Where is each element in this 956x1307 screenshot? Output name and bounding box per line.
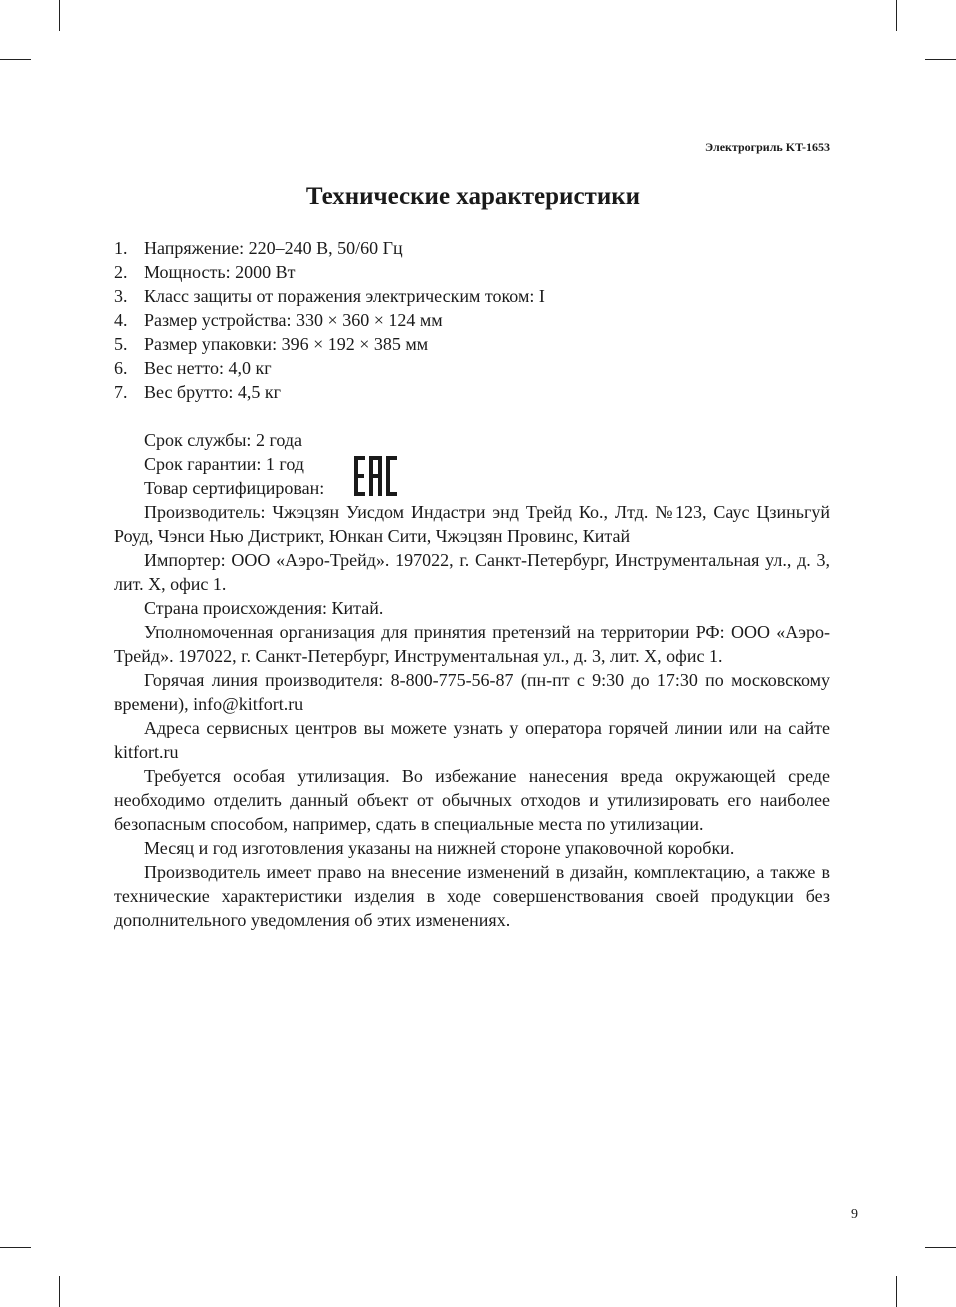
list-item xyxy=(114,308,545,332)
list-number: 5. xyxy=(114,334,128,354)
crop-mark xyxy=(0,59,31,60)
manufacturer: Производитель: Чжэцзян Уисдом Индастри энд Трейд Ко., Лтд. №123, Саус Цзиньгуй Роуд, Чэнси Нью Дистрикт, Юнкан Сити, Чжэцзян Провинс, Китай xyxy=(114,502,830,546)
changes-notice: Производитель имеет право на внесение изменений в дизайн, комплектацию, а также в технические характеристики изделия в ходе совершенствования своей продукции без дополнительного уведомления об этих изменениях. xyxy=(114,862,830,930)
list-text: Вес нетто: 4,0 кг xyxy=(144,358,272,378)
list-number: 3. xyxy=(114,286,128,306)
list-text: Мощность: 2000 Вт xyxy=(144,262,296,282)
crop-mark xyxy=(896,1276,897,1307)
list-item xyxy=(114,356,545,380)
crop-mark xyxy=(925,1247,956,1248)
certification-block xyxy=(114,428,830,500)
page-title: Технические характеристики xyxy=(305,183,641,210)
hotline: Горячая линия производителя: 8-800-775-56-87 (пн-пт с 9:30 до 17:30 по московскому времени), info@kitfort.ru xyxy=(114,670,830,714)
list-text: Напряжение: 220–240 В, 50/60 Гц xyxy=(144,238,403,258)
list-text: Размер устройства: 330 × 360 × 124 мм xyxy=(144,310,443,330)
list-text: Размер упаковки: 396 × 192 × 385 мм xyxy=(144,334,429,354)
importer: Импортер: ООО «Аэро-Трейд». 197022, г. Санкт-Петербург, Инструментальная ул., д. 3, лит. Х, офис 1. xyxy=(114,550,830,594)
crop-mark xyxy=(925,59,956,60)
list-number: 4. xyxy=(114,310,128,330)
crop-mark xyxy=(0,1247,31,1248)
origin-country: Страна происхождения: Китай. xyxy=(144,598,384,618)
manufacture-date: Месяц и год изготовления указаны на нижней стороне упаковочной коробки. xyxy=(144,838,735,858)
list-number: 7. xyxy=(114,382,128,402)
certified-label: Товар сертифицирован: xyxy=(144,478,325,498)
spec-list xyxy=(114,236,545,404)
crop-mark xyxy=(896,0,897,31)
authorized-organization: Уполномоченная организация для принятия претензий на территории РФ: ООО «Аэро-Трейд». 197022, г. Санкт-Петербург, Инструментальная ул., д. 3, лит. Х, офис 1. xyxy=(114,622,830,666)
running-header: Электрогриль KT-1653 xyxy=(704,140,830,154)
crop-mark xyxy=(59,0,60,31)
list-text: Вес брутто: 4,5 кг xyxy=(144,382,281,402)
list-item xyxy=(114,380,545,404)
page-number: 9 xyxy=(851,1207,858,1222)
list-item xyxy=(114,332,545,356)
body-text xyxy=(114,428,830,932)
disposal-notice: Требуется особая утилизация. Во избежание нанесения вреда окружающей среде необходимо отделить данный объект от обычных отходов и утилизировать его наиболее безопасным способом, например, сдать в специальные места по утилизации. xyxy=(114,766,830,834)
service-life: Срок службы: 2 года xyxy=(144,430,303,450)
list-item xyxy=(114,260,545,284)
list-number: 1. xyxy=(114,238,128,258)
service-centers: Адреса сервисных центров вы можете узнать у оператора горячей линии или на сайте kitfort.ru xyxy=(114,718,830,762)
list-number: 2. xyxy=(114,262,128,282)
warranty: Срок гарантии: 1 год xyxy=(144,454,304,474)
list-item xyxy=(114,284,545,308)
eac-mark-icon xyxy=(354,456,397,496)
list-item xyxy=(114,236,545,260)
list-number: 6. xyxy=(114,358,128,378)
crop-mark xyxy=(59,1276,60,1307)
list-text: Класс защиты от поражения электрическим током: I xyxy=(144,286,545,306)
